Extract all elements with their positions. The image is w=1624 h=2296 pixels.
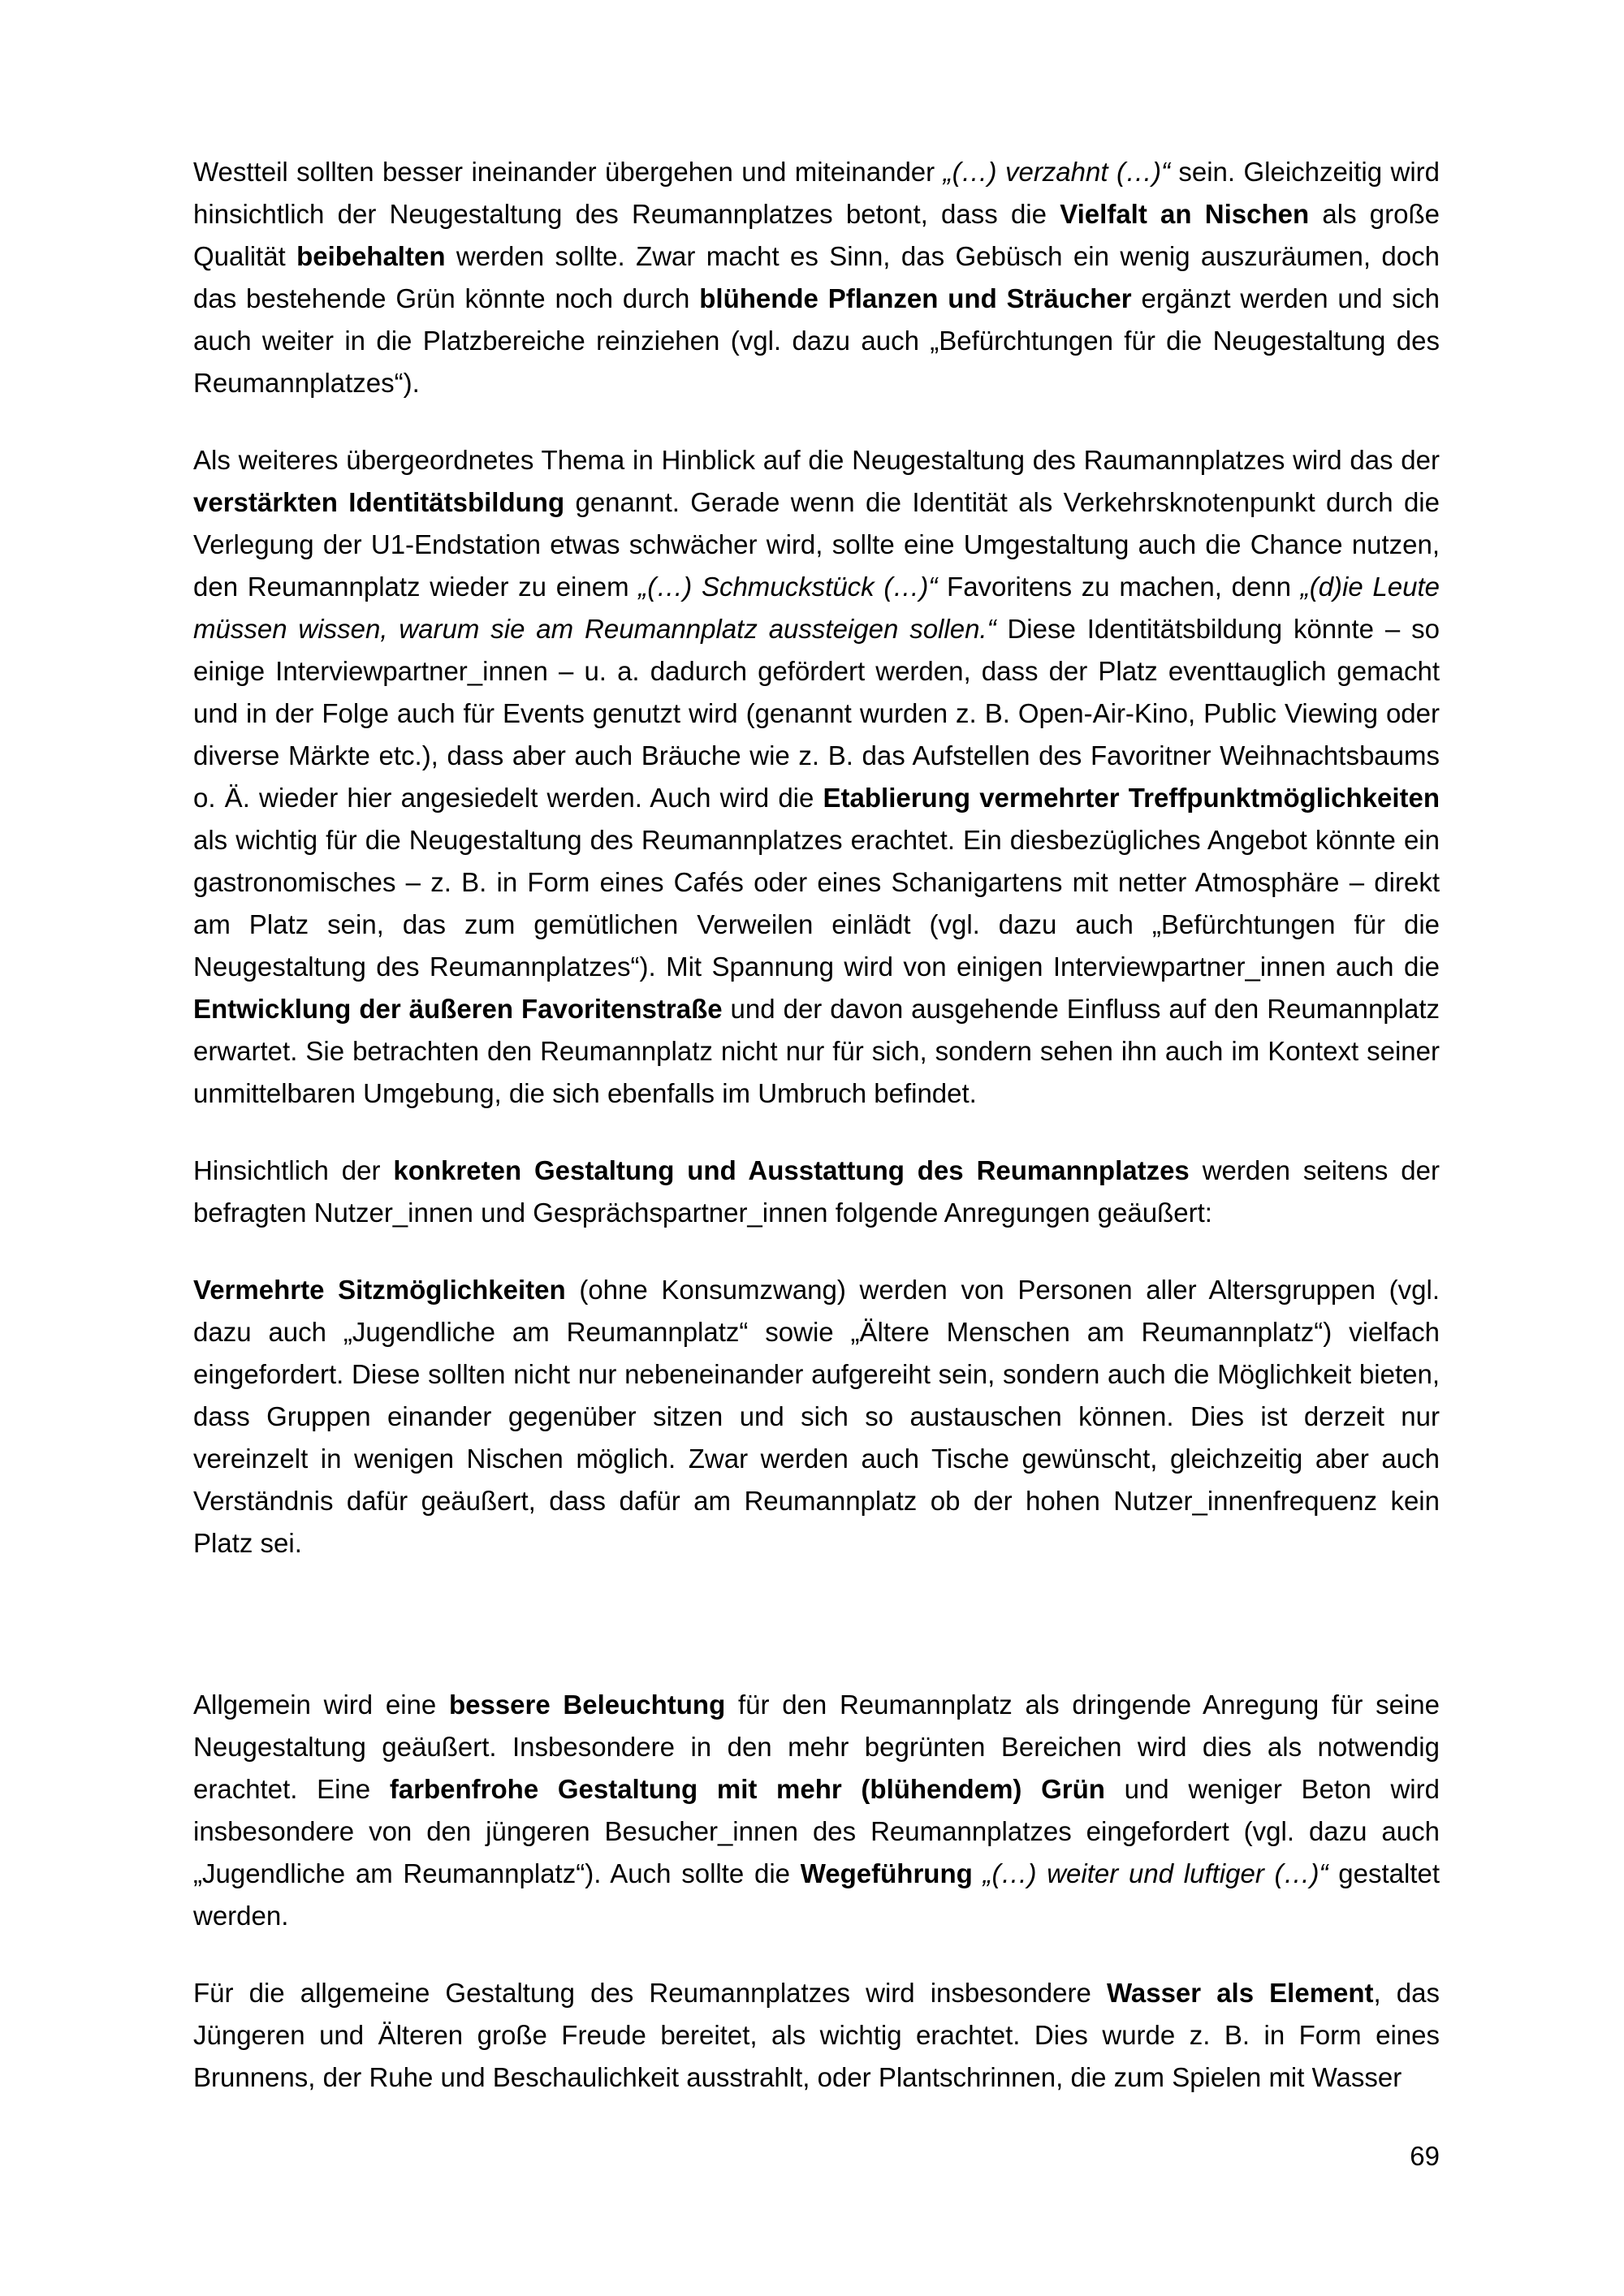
text-run: Diese Identitätsbildung könnte – so einige Interviewpartner_innen – u. a. dadurch gefördert werden, dass der Platz eventtauglich gemacht und in der Folge auch für Events genutzt wird (genannt wurden z. B. Open-Air-Kino, Public Viewing oder diverse Märkte etc.), dass aber auch Bräuche wie z. B. das Aufstellen des Favoritner Weihnachtsbaums o. Ä. wieder hier angesiedelt werden. Auch wird die [193,614,1440,813]
paragraph-wasser-element [193,1972,1440,2099]
bold-phrase: konkreten Gestaltung und Ausstattung des Reumannplatzes [393,1155,1190,1185]
document-body [193,151,1440,2134]
paragraph-beleuchtung [193,1684,1440,1937]
text-run: werden seitens der befragten Nutzer_innen und Gesprächspartner_innen folgende Anregungen geäußert: [193,1155,1440,1228]
bold-phrase: verstärkten Identitätsbildung [193,487,565,517]
text-run: Favoritens zu machen, denn [937,572,1301,602]
bold-phrase: Vermehrte Sitzmöglichkeiten [193,1275,566,1305]
bold-phrase: Entwicklung der äußeren Favoritenstraße [193,994,723,1024]
blank-spacer [193,1599,1440,1684]
paragraph-vielfalt-nischen [193,151,1440,404]
bold-phrase: beibehalten [296,241,446,271]
paragraph-sitzmoeglichkeiten [193,1269,1440,1564]
text-run: (ohne Konsumzwang) werden von Personen aller Altersgruppen (vgl. dazu auch „Jugendliche am Reumannplatz“ sowie „Ältere Menschen am Reumannplatz“) vielfach eingefordert. Diese sollten nicht nur nebeneinander aufgereiht sein, sondern auch die Möglichkeit bieten, dass Gruppen einander gegenüber sitzen und sich so austauschen können. Dies ist derzeit nur vereinzelt in wenigen Nischen möglich. Zwar werden auch Tische gewünscht, gleichzeitig aber auch Verständnis dafür geäußert, dass dafür am Reumannplatz ob der hohen Nutzer_innenfrequenz kein Platz sei. [193,1275,1440,1558]
quoted-phrase: „(…) verzahnt (…)“ [943,157,1170,187]
text-run: gestaltet werden. [193,1858,1440,1931]
text-run: sein. Gleichzeitig wird hinsichtlich der Neugestaltung des Reumannplatzes betont, dass die [193,157,1440,229]
text-run: als große Qualität [193,199,1440,271]
bold-phrase: Etablierung vermehrter Treffpunktmöglichkeiten [823,783,1440,813]
text-run: für den Reumannplatz als dringende Anregung für seine Neugestaltung geäußert. Insbesondere in den mehr begrünten Bereichen wird dies als notwendig erachtet. Eine [193,1690,1440,1804]
page-number: 69 [1410,2141,1440,2171]
text-run [973,1858,983,1888]
quoted-phrase: „(d)ie Leute müssen wissen, warum sie am Reumannplatz aussteigen sollen.“ [193,572,1440,644]
text-run: Für die allgemeine Gestaltung des Reumannplatzes wird insbesondere [193,1978,1107,2008]
bold-phrase: Vielfalt an Nischen [1060,199,1310,229]
bold-phrase: bessere Beleuchtung [448,1690,726,1720]
bold-phrase: Wasser als Element [1106,1978,1374,2008]
text-run: ergänzt werden und sich auch weiter in die Platzbereiche reinziehen (vgl. dazu auch „Befürchtungen für die Neugestaltung des Reumannplatzes“). [193,283,1440,398]
quoted-phrase: „(…) weiter und luftiger (…)“ [983,1858,1328,1888]
text-run: genannt. Gerade wenn die Identität als Verkehrsknotenpunkt durch die Verlegung der U1-Endstation etwas schwächer wird, sollte eine Umgestaltung auch die Chance nutzen, den Reumannplatz wieder zu einem [193,487,1440,602]
text-run: Allgemein wird eine [193,1690,449,1720]
text-run: Westteil sollten besser ineinander übergehen und miteinander [193,157,944,187]
text-run: und weniger Beton wird insbesondere von den jüngeren Besucher_innen des Reumannplatzes eingefordert (vgl. dazu auch „Jugendliche am Reumannplatz“). Auch sollte die [193,1774,1440,1888]
quoted-phrase: „(…) Schmuckstück (…)“ [638,572,938,602]
bold-phrase: blühende Pflanzen und Sträucher [699,283,1132,313]
bold-phrase: farbenfrohe Gestaltung mit mehr (blühendem) Grün [389,1774,1105,1804]
text-run: Hinsichtlich der [193,1155,394,1185]
paragraph-identitaetsbildung [193,439,1440,1115]
text-run: Als weiteres übergeordnetes Thema in Hinblick auf die Neugestaltung des Raumannplatzes wird das der [193,445,1440,475]
text-run: , das Jüngeren und Älteren große Freude bereitet, als wichtig erachtet. Dies wurde z. B. in Form eines Brunnens, der Ruhe und Beschaulichkeit ausstrahlt, oder Plantschrinnen, die zum Spielen mit Wasser [193,1978,1440,2092]
text-run: werden sollte. Zwar macht es Sinn, das Gebüsch ein wenig auszuräumen, doch das bestehende Grün könnte noch durch [193,241,1440,313]
text-run: als wichtig für die Neugestaltung des Reumannplatzes erachtet. Ein diesbezügliches Angebot könnte ein gastronomisches – z. B. in Form eines Cafés oder eines Schanigartens mit netter Atmosphäre – direkt am Platz sein, das zum gemütlichen Verweilen einlädt (vgl. dazu auch „Befürchtungen für die Neugestaltung des Reumannplatzes“). Mit Spannung wird von einigen Interviewpartner_innen auch die [193,825,1440,982]
text-run: und der davon ausgehende Einfluss auf den Reumannplatz erwartet. Sie betrachten den Reumannplatz nicht nur für sich, sondern sehen ihn auch im Kontext seiner unmittelbaren Umgebung, die sich ebenfalls im Umbruch befindet. [193,994,1440,1108]
paragraph-konkrete-gestaltung [193,1150,1440,1234]
bold-phrase: Wegeführung [800,1858,973,1888]
